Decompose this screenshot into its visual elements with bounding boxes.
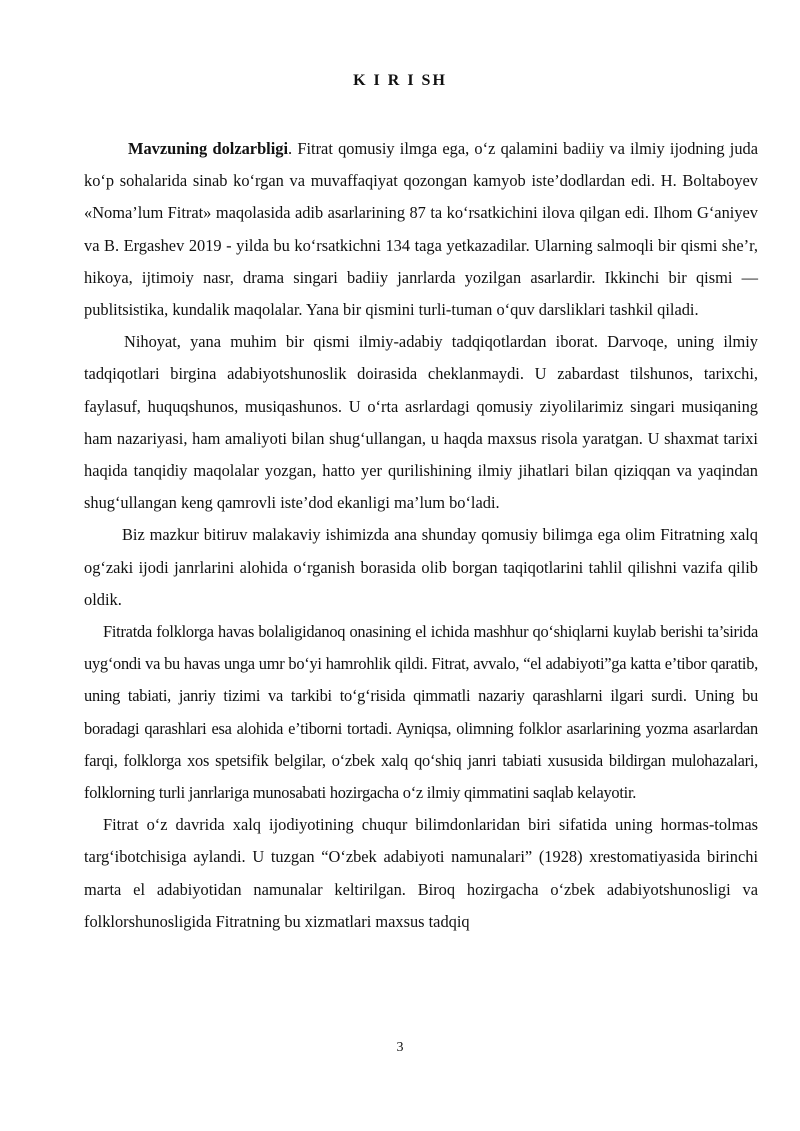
- body-text: [84, 133, 758, 938]
- paragraph: Fitrat o‘z davrida xalq ijodiyotining chuqur bilimdonlaridan biri sifatida uning hormas-tolmas targ‘ibotchisiga aylandi. U tuzgan “O‘zbek adabiyoti namunalari” (1928) xrestomatiyasida birinchi marta el adabiyotidan namunalar keltirilgan. Biroq hozirgacha o‘zbek adabiyotshunosligi va folklorshunosligida Fitratning bu xizmatlari maxsus tadqiq: [84, 815, 758, 931]
- paragraph-relevance: [84, 133, 758, 326]
- paragraph: Nihoyat, yana muhim bir qismi ilmiy-adabiy tadqiqotlardan iborat. Darvoqe, uning ilmiy tadqiqotlari birgina adabiyotshunoslik doirasida cheklanmaydi. U zabardast tilshunos, tarixchi, faylasuf, huquqshunos, musiqashunos. U o‘rta asrlardagi qomusiy ziyolilarimiz singari musiqaning ham nazariyasi, ham amaliyoti bilan shug‘ullangan, u haqda maxsus risola yaratgan. U shaxmat tarixi haqida tanqidiy maqolalar yozgan, hatto yer qurilishining ilmiy jihatlari bilan qiziqqan va yaqindan shug‘ullangan keng qamrovli iste’dod ekanligi ma’lum bo‘ladi.: [84, 332, 758, 513]
- paragraph-text: . Fitrat qomusiy ilmga ega, o‘z qalamini badiiy va ilmiy ijodning juda ko‘p sohalarida sinab ko‘rgan va muvaffaqiyat qozongan kamyob iste’dodlardan edi. H. Boltaboyev «Noma’lum Fitrat» maqolasida adib asarlarining 87 ta ko‘rsatkichini ilova qilgan edi. Ilhom G‘aniyev va B. Ergashev 2019 - yilda bu ko‘rsatkichni 134 taga yetkazadilar. Ularning salmoqli bir qismi she’r, hikoya, ijtimoiy nasr, drama singari badiiy janrlarda yozilgan asarlardir. Ikkinchi bir qismi — publitsistika, kundalik maqolalar. Yana bir qismini turli-tuman o‘quv darsliklari tashkil qiladi.: [84, 139, 758, 320]
- inline-heading: Mavzuning dolzarbligi: [128, 139, 289, 158]
- section-title: K I R I SH: [353, 72, 447, 89]
- paragraph: Biz mazkur bitiruv malakaviy ishimizda ana shunday qomusiy bilimga ega olim Fitratning xalq og‘zaki ijodi janrlarini alohida o‘rganish borasida olib borgan taqiqotlarini tahlil qilishni vazifa qilib oldik.: [84, 525, 758, 609]
- page-number: 3: [396, 1040, 404, 1055]
- paragraph: Fitratda folklorga havas bolaligidanoq onasining el ichida mashhur qo‘shiqlarni kuylab berishi ta’sirida uyg‘ondi va bu havas unga umr bo‘yi hamrohlik qildi. Fitrat, avvalo, “el adabiyoti”ga katta e’tibor qaratib, uning tabiati, janriy tizimi va tarkibi to‘g‘risida qimmatli nazariy qarashlarni ilgari surdi. Uning bu boradagi qarashlari esa alohida e’tiborni tortadi. Ayniqsa, olimning folklor asarlarining yozma asarlardan farqi, folklorga xos spetsifik belgilar, o‘zbek xalq qo‘shiq janri tabiati xususida bildirgan mulohazalari, folklorning turli janrlariga munosabati hozirgacha o‘z ilmiy qimmatini saqlab kelayotir.: [84, 622, 758, 803]
